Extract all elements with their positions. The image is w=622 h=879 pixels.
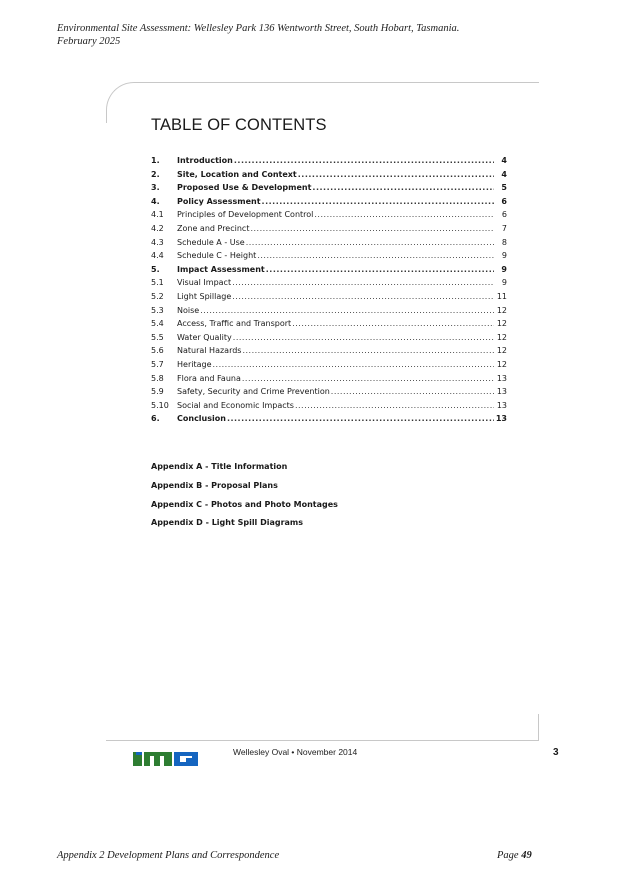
toc-entry-page: 4 bbox=[501, 156, 507, 165]
toc-entry-page: 6 bbox=[501, 196, 507, 206]
inner-page-number: 3 bbox=[553, 747, 559, 758]
toc-entry-number: 5.6 bbox=[151, 346, 164, 356]
toc-entry-page: 12 bbox=[496, 346, 507, 356]
toc-entry-page: 13 bbox=[496, 387, 507, 397]
toc-entry-number: 5. bbox=[151, 264, 160, 274]
toc-entry bbox=[151, 399, 507, 413]
toc-entry-label: Noise bbox=[177, 305, 200, 315]
toc-entry-page: 12 bbox=[496, 305, 507, 315]
toc-entry bbox=[151, 195, 507, 209]
toc-entry-label: Zone and Precinct bbox=[177, 223, 250, 233]
toc-entry-label: Water Quality bbox=[177, 332, 232, 342]
toc-entry-label: Heritage bbox=[177, 359, 212, 369]
toc-leader-dots bbox=[213, 358, 495, 372]
toc-leader-dots bbox=[262, 195, 494, 209]
toc-leader-dots bbox=[232, 276, 494, 290]
toc-entry bbox=[151, 154, 507, 168]
toc-entry-label: Schedule A - Use bbox=[177, 237, 245, 247]
toc-entry-number: 2. bbox=[151, 169, 160, 179]
toc-entry bbox=[151, 412, 507, 426]
toc-entry bbox=[151, 276, 507, 290]
toc-leader-dots bbox=[257, 249, 494, 263]
toc-entry-page: 7 bbox=[501, 223, 507, 233]
page-footer-label: Page bbox=[497, 850, 519, 861]
toc-entry-label: Introduction bbox=[177, 156, 233, 165]
toc-entry bbox=[151, 372, 507, 386]
toc-entry-label: Site, Location and Context bbox=[177, 169, 297, 179]
appendix-item: Appendix C - Photos and Photo Montages bbox=[151, 499, 338, 509]
toc-entry-page: 5 bbox=[501, 183, 507, 193]
toc-leader-dots bbox=[242, 372, 494, 386]
appendix-item: Appendix A - Title Information bbox=[151, 462, 288, 471]
toc-entry bbox=[151, 249, 507, 263]
toc-entry-number: 4.1 bbox=[151, 210, 164, 220]
toc-entry bbox=[151, 317, 507, 331]
toc-entry bbox=[151, 358, 507, 372]
toc-entry-number: 1. bbox=[151, 156, 160, 165]
toc-entry-number: 5.9 bbox=[151, 387, 164, 397]
toc-leader-dots bbox=[298, 168, 494, 182]
page-frame-bottom bbox=[106, 714, 539, 741]
toc-entry-number: 5.8 bbox=[151, 373, 164, 383]
appendix-list bbox=[151, 460, 338, 535]
toc-entry-page: 6 bbox=[501, 210, 507, 220]
toc-entry bbox=[151, 263, 507, 277]
toc-entry-number: 3. bbox=[151, 183, 160, 193]
toc-entry-label: Flora and Fauna bbox=[177, 373, 241, 383]
toc-entry bbox=[151, 181, 507, 195]
document-header bbox=[57, 22, 459, 48]
toc-list bbox=[151, 154, 507, 426]
toc-entry bbox=[151, 168, 507, 182]
toc-entry bbox=[151, 304, 507, 318]
toc-entry-number: 5.10 bbox=[151, 400, 169, 410]
toc-entry-page: 13 bbox=[496, 373, 507, 383]
page-footer-number: 49 bbox=[521, 850, 532, 861]
inner-footer-text: Wellesley Oval • November 2014 bbox=[233, 747, 358, 757]
toc-leader-dots bbox=[242, 344, 494, 358]
toc-entry-label: Natural Hazards bbox=[177, 346, 242, 356]
toc-leader-dots bbox=[234, 154, 494, 168]
toc-entry-label: Conclusion bbox=[177, 414, 226, 424]
toc-entry bbox=[151, 331, 507, 345]
toc-leader-dots bbox=[246, 236, 494, 250]
toc-leader-dots bbox=[292, 317, 494, 331]
toc-leader-dots bbox=[331, 385, 494, 399]
toc-entry-label: Social and Economic Impacts bbox=[177, 400, 294, 410]
toc-entry-page: 11 bbox=[496, 291, 507, 301]
toc-entry-page: 9 bbox=[501, 264, 507, 274]
toc-entry-number: 5.1 bbox=[151, 278, 164, 288]
toc-leader-dots bbox=[232, 290, 494, 304]
toc-leader-dots bbox=[200, 304, 494, 318]
toc-entry-page: 13 bbox=[495, 414, 507, 424]
toc-entry bbox=[151, 385, 507, 399]
toc-leader-dots bbox=[266, 263, 494, 277]
page-footer-right bbox=[497, 850, 532, 861]
toc-entry-label: Policy Assessment bbox=[177, 196, 261, 206]
toc-entry-label: Principles of Development Control bbox=[177, 210, 314, 220]
toc-entry-page: 13 bbox=[496, 400, 507, 410]
toc-leader-dots bbox=[314, 208, 494, 222]
toc-entry-page: 12 bbox=[496, 319, 507, 329]
toc-entry bbox=[151, 208, 507, 222]
header-title: Environmental Site Assessment: Wellesley Park 136 Wentworth Street, South Hobart, Tasmania. bbox=[57, 23, 460, 34]
toc-entry-number: 6. bbox=[151, 414, 160, 424]
toc-entry-label: Impact Assessment bbox=[177, 264, 265, 274]
jmg-logo bbox=[133, 748, 199, 774]
toc-entry-label: Safety, Security and Crime Prevention bbox=[177, 387, 330, 397]
toc-entry-number: 5.2 bbox=[151, 291, 164, 301]
toc-entry-label: Access, Traffic and Transport bbox=[177, 319, 292, 329]
toc-entry bbox=[151, 222, 507, 236]
toc-entry-page: 4 bbox=[501, 169, 507, 179]
toc-leader-dots bbox=[233, 331, 494, 345]
toc-entry-label: Light Spillage bbox=[177, 291, 232, 301]
toc-entry-page: 12 bbox=[496, 332, 507, 342]
toc-entry-number: 5.7 bbox=[151, 359, 164, 369]
toc-entry-page: 9 bbox=[501, 251, 507, 261]
toc-entry-label: Proposed Use & Development bbox=[177, 183, 312, 193]
toc-entry-number: 4.3 bbox=[151, 237, 164, 247]
toc-entry-number: 4. bbox=[151, 196, 160, 206]
toc-entry-label: Visual Impact bbox=[177, 278, 232, 288]
toc-entry-number: 5.3 bbox=[151, 305, 164, 315]
header-date: February 2025 bbox=[57, 36, 121, 47]
toc-entry-label: Schedule C - Height bbox=[177, 251, 257, 261]
page-footer-left: Appendix 2 Development Plans and Correspondence bbox=[57, 850, 280, 861]
toc-entry-number: 4.2 bbox=[151, 223, 164, 233]
toc-entry-page: 9 bbox=[501, 278, 507, 288]
toc-entry-page: 12 bbox=[496, 359, 507, 369]
toc-entry-page: 8 bbox=[501, 237, 507, 247]
toc-entry bbox=[151, 290, 507, 304]
toc-entry bbox=[151, 344, 507, 358]
toc-entry-number: 5.5 bbox=[151, 332, 164, 342]
toc-entry-number: 4.4 bbox=[151, 251, 164, 261]
toc-entry-number: 5.4 bbox=[151, 319, 164, 329]
toc-leader-dots bbox=[312, 181, 494, 195]
toc-entry bbox=[151, 236, 507, 250]
toc-leader-dots bbox=[250, 222, 494, 236]
toc-leader-dots bbox=[227, 412, 494, 426]
appendix-item: Appendix D - Light Spill Diagrams bbox=[151, 518, 304, 528]
toc-leader-dots bbox=[295, 399, 494, 413]
appendix-item: Appendix B - Proposal Plans bbox=[151, 480, 278, 490]
toc-title: TABLE OF CONTENTS bbox=[151, 116, 327, 134]
